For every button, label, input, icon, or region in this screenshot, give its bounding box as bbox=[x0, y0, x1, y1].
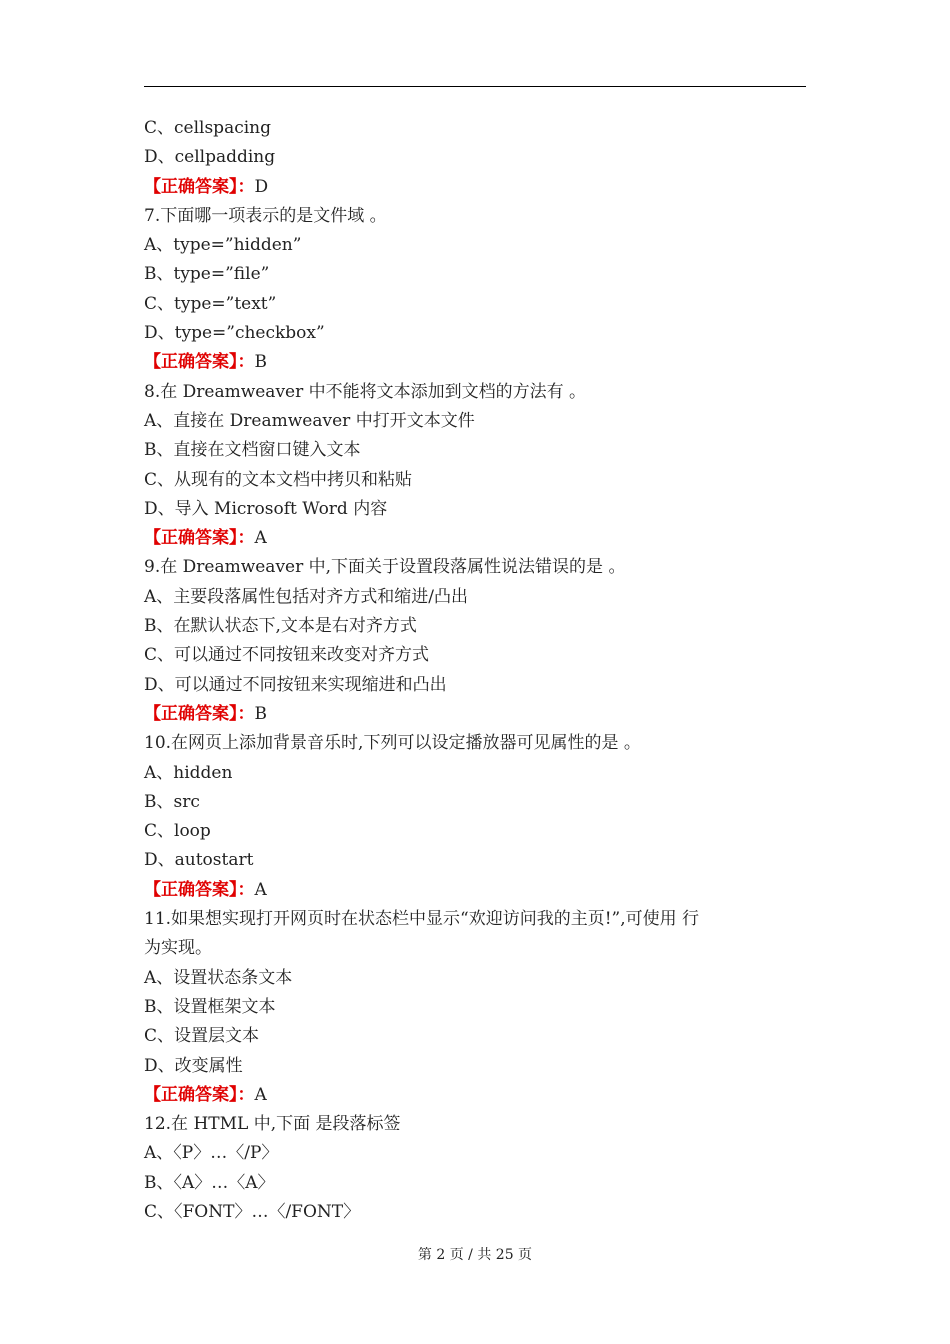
answer-line bbox=[144, 524, 806, 553]
answer-value: A bbox=[254, 1084, 267, 1105]
option-text: A、设置状态条文本 bbox=[144, 967, 293, 988]
option-text: B、〈A〉…〈A〉 bbox=[144, 1172, 275, 1193]
option-text: D、可以通过不同按钮来实现缩进和凸出 bbox=[144, 674, 447, 695]
option-text: D、type=”checkbox” bbox=[144, 323, 325, 344]
answer-value: B bbox=[254, 352, 267, 373]
answer-value: A bbox=[254, 528, 267, 549]
option-text: B、在默认状态下,文本是右对齐方式 bbox=[144, 616, 417, 637]
answer-label: 【正确答案】： bbox=[144, 703, 255, 724]
option-text: D、改变属性 bbox=[144, 1055, 243, 1076]
answer-label: 【正确答案】： bbox=[144, 1084, 255, 1105]
answer-line bbox=[144, 173, 806, 202]
answer-label: 【正确答案】： bbox=[144, 879, 255, 900]
answer-line bbox=[144, 348, 806, 377]
answer-value: D bbox=[254, 176, 269, 197]
option-text: D、autostart bbox=[144, 850, 254, 871]
question-text: 8.在 Dreamweaver 中不能将文本添加到文档的方法有 。 bbox=[144, 381, 587, 402]
answer-value: B bbox=[254, 703, 267, 724]
option-text: A、hidden bbox=[144, 762, 233, 783]
option-text: C、type=”text” bbox=[144, 293, 277, 314]
option-text: C、可以通过不同按钮来改变对齐方式 bbox=[144, 645, 430, 666]
option-text: B、设置框架文本 bbox=[144, 996, 276, 1017]
option-text: C、从现有的文本文档中拷贝和粘贴 bbox=[144, 469, 413, 490]
question-list bbox=[144, 114, 806, 1227]
option-text: A、type=”hidden” bbox=[144, 235, 302, 256]
answer-label: 【正确答案】： bbox=[144, 352, 255, 373]
option-text: B、直接在文档窗口键入文本 bbox=[144, 440, 361, 461]
question-text: 12.在 HTML 中,下面 是段落标签 bbox=[144, 1114, 401, 1135]
answer-line bbox=[144, 1081, 806, 1110]
answer-label: 【正确答案】： bbox=[144, 176, 255, 197]
question-text: 10.在网页上添加背景音乐时,下列可以设定播放器可见属性的是 。 bbox=[144, 733, 641, 754]
question-text: 为实现。 bbox=[144, 938, 212, 959]
option-text: A、〈P〉…〈/P〉 bbox=[144, 1143, 279, 1164]
option-text: D、导入 Microsoft Word 内容 bbox=[144, 498, 388, 519]
answer-label: 【正确答案】： bbox=[144, 528, 255, 549]
page-footer: 第 2 页 / 共 25 页 bbox=[417, 1247, 533, 1263]
option-text: D、cellpadding bbox=[144, 147, 276, 168]
answer-line bbox=[144, 700, 806, 729]
question-text: 9.在 Dreamweaver 中,下面关于设置段落属性说法错误的是 。 bbox=[144, 557, 626, 578]
option-text: C、〈FONT〉…〈/FONT〉 bbox=[144, 1201, 361, 1222]
option-text: C、loop bbox=[144, 821, 211, 842]
option-text: B、src bbox=[144, 791, 200, 812]
question-text: 11.如果想实现打开网页时在状态栏中显示“欢迎访问我的主页!”,可使用 行 bbox=[144, 909, 700, 930]
option-text: C、设置层文本 bbox=[144, 1026, 260, 1047]
option-text: B、type=”file” bbox=[144, 264, 270, 285]
option-text: A、直接在 Dreamweaver 中打开文本文件 bbox=[144, 410, 475, 431]
answer-line bbox=[144, 876, 806, 905]
question-text: 7.下面哪一项表示的是文件域 。 bbox=[144, 205, 387, 226]
header-rule bbox=[144, 86, 806, 87]
option-text: C、cellspacing bbox=[144, 118, 271, 138]
option-text: A、主要段落属性包括对齐方式和缩进/凸出 bbox=[144, 586, 469, 607]
answer-value: A bbox=[254, 879, 267, 900]
